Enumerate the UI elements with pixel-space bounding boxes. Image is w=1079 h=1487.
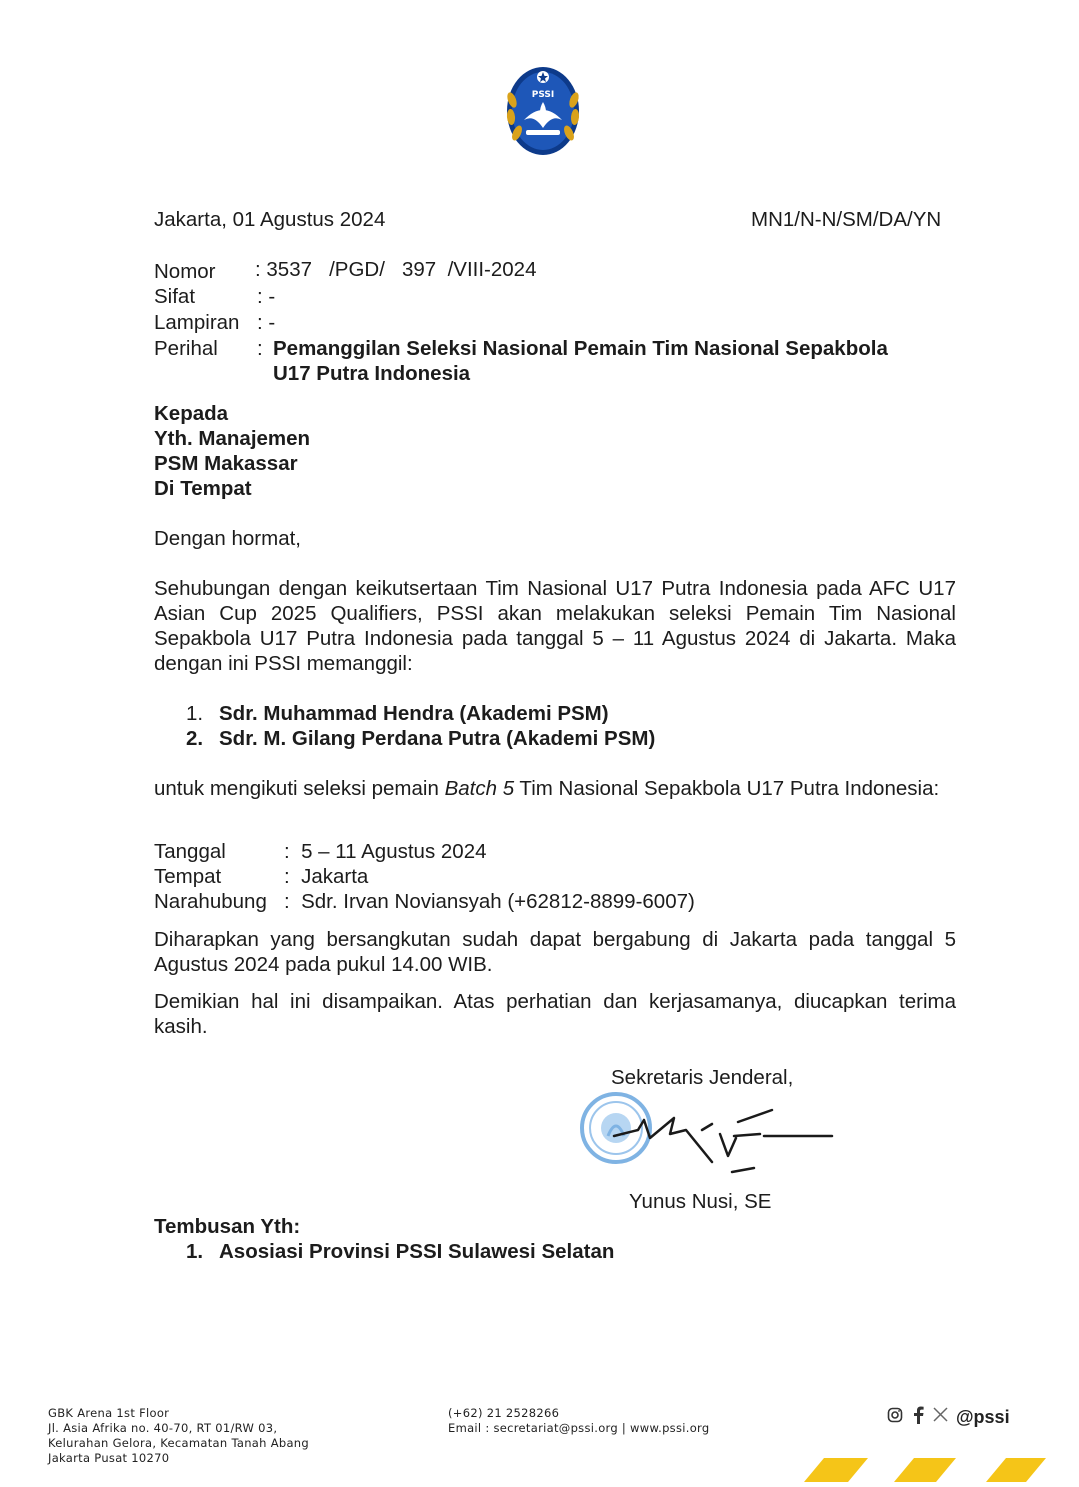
footer-address	[48, 1406, 309, 1466]
detail-value: : 5 – 11 Agustus 2024	[284, 840, 487, 863]
body-paragraph-3: Diharapkan yang bersangkutan sudah dapat bergabung di Jakarta pada tanggal 5 Agustus 2024 pada pukul 14.00 WIB.	[154, 928, 956, 976]
perihal-line-2: U17 Putra Indonesia	[273, 362, 471, 385]
lampiran-label: Lampiran	[154, 311, 240, 334]
player-name: Sdr. M. Gilang Perdana Putra (Akademi PSM)	[219, 727, 656, 750]
address-line: GBK Arena 1st Floor	[48, 1406, 170, 1420]
detail-label: Tempat	[154, 865, 222, 888]
perihal-line-1: Pemanggilan Seleksi Nasional Pemain Tim Nasional Sepakbola	[273, 337, 888, 360]
footer-accent-stripes	[790, 1458, 1079, 1482]
footer-contact	[448, 1406, 709, 1436]
body-paragraph-4: Demikian hal ini disampaikan. Atas perhatian dan kerjasamanya, diucapkan terima kasih.	[154, 990, 956, 1038]
svg-text:PSSI: PSSI	[531, 90, 555, 100]
x-icon[interactable]	[933, 1407, 948, 1427]
detail-label: Narahubung	[154, 890, 267, 913]
pssi-logo	[502, 62, 584, 158]
cc-item-text: Asosiasi Provinsi PSSI Sulawesi Selatan	[219, 1240, 615, 1263]
recipient-line: PSM Makassar	[154, 452, 298, 475]
phone-number: (+62) 21 2528266	[448, 1406, 560, 1420]
body-paragraph-1: Sehubungan dengan keikutsertaan Tim Nasional U17 Putra Indonesia pada AFC U17 Asian Cup 2025 Qualifiers, PSSI akan melakukan seleksi Pemain Tim Nasional Sepakbola U17 Putra Indonesia pada tanggal 5 – 11 Agustus 2024 di Jakarta. Maka dengan ini PSSI memanggil:	[154, 577, 956, 675]
address-line: Jl. Asia Afrika no. 40-70, RT 01/RW 03,	[48, 1421, 278, 1435]
greeting: Dengan hormat,	[154, 527, 302, 550]
sifat-value: : -	[257, 285, 276, 308]
facebook-icon[interactable]	[911, 1406, 925, 1429]
recipient-line: Yth. Manajemen	[154, 427, 311, 450]
address-line: Jakarta Pusat 10270	[48, 1451, 170, 1465]
detail-label: Tanggal	[154, 840, 226, 863]
social-links	[887, 1405, 1010, 1429]
social-handle[interactable]: @pssi	[956, 1406, 1010, 1427]
reference-code: MN1/N-N/SM/DA/YN	[751, 208, 942, 231]
perihal-label: Perihal	[154, 337, 218, 360]
address-line: Kelurahan Gelora, Kecamatan Tanah Abang	[48, 1436, 309, 1450]
body-paragraph-2: untuk mengikuti seleksi pemain Batch 5 Tim Nasional Sepakbola U17 Putra Indonesia:	[154, 777, 940, 800]
place-date: Jakarta, 01 Agustus 2024	[154, 208, 386, 231]
player-number: 1.	[186, 702, 204, 725]
recipient-line: Di Tempat	[154, 477, 252, 500]
sifat-label: Sifat	[154, 285, 196, 308]
instagram-icon[interactable]	[887, 1407, 903, 1428]
detail-value: : Sdr. Irvan Noviansyah (+62812-8899-6007)	[284, 890, 695, 913]
cc-title: Tembusan Yth:	[154, 1215, 301, 1238]
player-name: Sdr. Muhammad Hendra (Akademi PSM)	[219, 702, 609, 725]
email-website: Email : secretariat@pssi.org | www.pssi.org	[448, 1421, 710, 1435]
stamp-signature	[578, 1090, 838, 1182]
nomor-value: : 3537 /PGD/ 397 /VIII-2024	[255, 258, 537, 281]
nomor-label: Nomor	[154, 260, 216, 283]
signatory-name: Yunus Nusi, SE	[629, 1190, 772, 1213]
player-number: 2.	[186, 727, 204, 750]
recipient-line: Kepada	[154, 402, 229, 425]
signature-title: Sekretaris Jenderal,	[611, 1066, 794, 1089]
lampiran-value: : -	[257, 311, 276, 334]
perihal-colon: :	[257, 337, 263, 360]
cc-item-number: 1.	[186, 1240, 204, 1263]
detail-value: : Jakarta	[284, 865, 369, 888]
